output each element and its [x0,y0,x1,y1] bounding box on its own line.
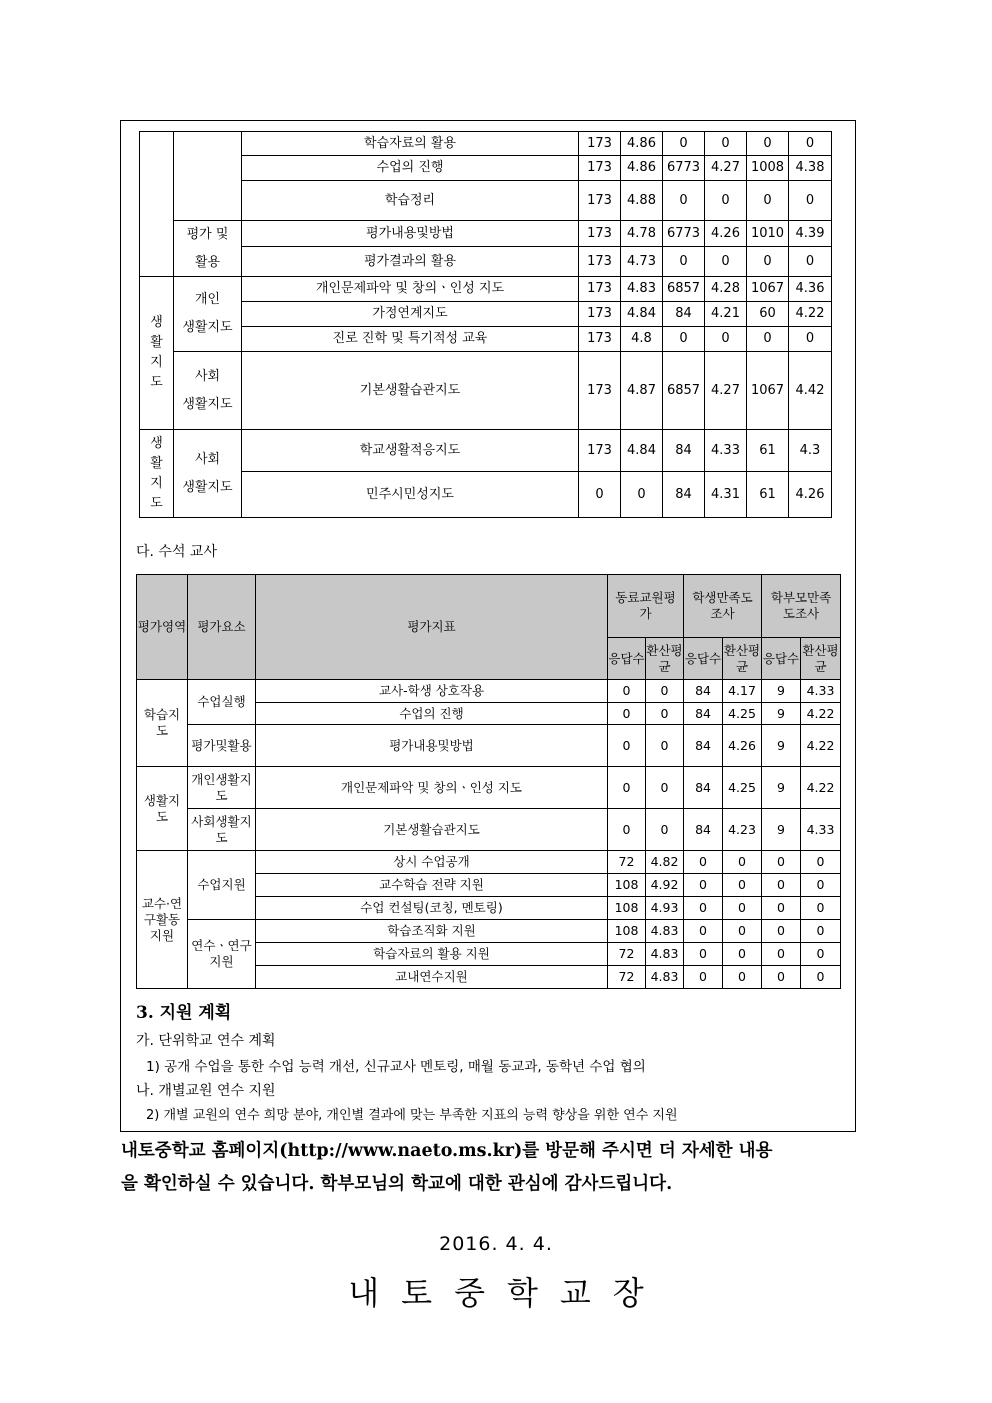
cell: 4.33 [801,680,841,703]
indicator: 가정연계지도 [242,302,579,327]
cell: 0 [789,132,832,156]
cell: 4.22 [801,703,841,725]
cell: 0 [663,181,705,221]
cell: 1067 [747,352,789,430]
cell: 173 [579,430,621,472]
indicator: 민주시민성지도 [242,472,579,518]
cell: 4.83 [646,920,684,943]
plan-title: 3. 지원 계획 [136,1003,232,1023]
cell: 0 [646,809,684,851]
element-label: 생활지도 [182,320,233,335]
cell: 173 [579,247,621,277]
element-label: 활용 [194,254,221,270]
area-learning: 학습지도 [137,680,188,767]
element-eval [174,221,242,277]
element-cell-blank [174,132,242,221]
cell: 4.92 [646,874,684,897]
plan-item-b: 나. 개별교원 연수 지원 [136,1083,276,1099]
element-personal [174,277,242,352]
indicator: 수업의 진행 [242,156,579,181]
cell: 4.87 [621,352,663,430]
cell: 84 [684,703,723,725]
cell: 173 [579,277,621,302]
cell: 0 [608,767,646,809]
cell: 0 [762,874,801,897]
area-life-guidance: 생활지도 [140,277,174,430]
cell: 0 [608,680,646,703]
cell: 4.82 [646,851,684,874]
indicator: 학습정리 [242,181,579,221]
cell: 4.22 [789,302,832,327]
cell: 173 [579,132,621,156]
cell: 0 [762,851,801,874]
cell: 4.26 [723,725,762,767]
element-social-2 [174,430,242,518]
notice-line-2: 을 확인하실 수 있습니다. 학부모님의 학교에 대한 관심에 감사드립니다. [121,1174,673,1194]
signer-title: 내토중학교장 [348,1274,666,1312]
cell: 0 [789,247,832,277]
cell: 0 [762,897,801,920]
cell: 4.28 [705,277,747,302]
indicator: 학습자료의 활용 [242,132,579,156]
indicator: 교수학습 전략 지원 [256,874,608,897]
header-element: 평가요소 [188,575,256,680]
cell: 4.26 [789,472,832,518]
cell: 0 [646,767,684,809]
cell: 0 [608,725,646,767]
cell: 4.31 [705,472,747,518]
cell: 61 [747,472,789,518]
cell: 9 [762,703,801,725]
cell: 0 [801,920,841,943]
cell: 108 [608,874,646,897]
element-eval: 평가및활용 [188,725,256,767]
cell: 9 [762,767,801,809]
header-indicator: 평가지표 [256,575,608,680]
cell: 0 [747,181,789,221]
cell: 173 [579,181,621,221]
cell: 4.84 [621,430,663,472]
cell: 0 [723,874,762,897]
cell: 4.27 [705,352,747,430]
area-life: 생활지도 [137,767,188,851]
cell: 84 [663,302,705,327]
cell: 4.42 [789,352,832,430]
cell: 108 [608,897,646,920]
cell: 6857 [663,277,705,302]
cell: 6773 [663,221,705,247]
cell: 84 [684,767,723,809]
cell: 0 [705,132,747,156]
cell: 0 [684,920,723,943]
cell: 0 [579,472,621,518]
indicator: 교사-학생 상호작용 [256,680,608,703]
cell: 1008 [747,156,789,181]
cell: 0 [705,247,747,277]
indicator: 개인문제파악 및 창의ㆍ인성 지도 [256,767,608,809]
cell: 4.23 [723,809,762,851]
indicator: 개인문제파악 및 창의ㆍ인성 지도 [242,277,579,302]
header-resp: 응답수 [608,638,646,680]
cell: 4.93 [646,897,684,920]
cell: 0 [762,966,801,989]
cell: 0 [684,851,723,874]
element-social: 사회생활지도 [188,809,256,851]
indicator: 기본생활습관지도 [256,809,608,851]
indicator: 학습자료의 활용 지원 [256,943,608,966]
cell: 108 [608,920,646,943]
cell: 173 [579,327,621,352]
cell: 1010 [747,221,789,247]
cell: 4.25 [723,767,762,809]
element-label: 생활지도 [182,396,233,412]
cell: 0 [646,680,684,703]
cell: 4.22 [801,725,841,767]
cell: 4.39 [789,221,832,247]
cell: 4.27 [705,156,747,181]
cell: 173 [579,352,621,430]
header-area: 평가영역 [137,575,188,680]
cell: 0 [684,874,723,897]
area-support: 교수·연구활동지원 [137,851,188,989]
element-training: 연수ㆍ연구 지원 [188,920,256,989]
element-label: 사회 [194,451,221,467]
cell: 0 [789,181,832,221]
indicator: 교내연수지원 [256,966,608,989]
cell: 0 [747,132,789,156]
cell: 0 [801,874,841,897]
cell: 4.33 [801,809,841,851]
cell: 72 [608,851,646,874]
cell: 0 [723,920,762,943]
header-parent: 학부모만족도조사 [762,575,841,638]
indicator: 진로 진학 및 특기적성 교육 [242,327,579,352]
element-class-support: 수업지원 [188,851,256,920]
cell: 4.83 [621,277,663,302]
cell: 4.38 [789,156,832,181]
cell: 9 [762,809,801,851]
indicator: 평가내용및방법 [256,725,608,767]
cell: 4.88 [621,181,663,221]
cell: 1067 [747,277,789,302]
cell: 0 [663,247,705,277]
cell: 4.33 [705,430,747,472]
cell: 0 [684,897,723,920]
cell: 84 [684,725,723,767]
area-cell-blank [140,132,174,277]
cell: 84 [663,472,705,518]
cell: 0 [723,966,762,989]
cell: 173 [579,221,621,247]
cell: 4.21 [705,302,747,327]
cell: 4.78 [621,221,663,247]
cell: 84 [663,430,705,472]
cell: 0 [646,725,684,767]
head-teacher-eval-table [136,574,841,989]
cell: 173 [579,302,621,327]
cell: 84 [684,809,723,851]
cell: 4.83 [646,966,684,989]
cell: 0 [723,943,762,966]
cell: 9 [762,680,801,703]
cell: 84 [684,680,723,703]
teacher-eval-table-continued [139,131,832,518]
cell: 6773 [663,156,705,181]
cell: 0 [747,327,789,352]
indicator: 수업의 진행 [256,703,608,725]
cell: 4.86 [621,156,663,181]
cell: 4.84 [621,302,663,327]
cell: 72 [608,943,646,966]
plan-item-a1: 1) 공개 수업을 통한 수업 능력 개선, 신규교사 멘토링, 매월 동교과, 동학년 수업 협의 [146,1059,646,1075]
cell: 60 [747,302,789,327]
cell: 0 [801,897,841,920]
indicator: 평가결과의 활용 [242,247,579,277]
header-peer: 동료교원평가 [608,575,684,638]
cell: 0 [608,703,646,725]
document-date: 2016. 4. 4. [439,1233,553,1255]
cell: 4.73 [621,247,663,277]
header-student: 학생만족도조사 [684,575,762,638]
indicator: 상시 수업공개 [256,851,608,874]
indicator: 기본생활습관지도 [242,352,579,430]
header-resp: 응답수 [762,638,801,680]
cell: 0 [723,851,762,874]
indicator: 평가내용및방법 [242,221,579,247]
header-resp: 응답수 [684,638,723,680]
section-heading: 다. 수석 교사 [136,544,217,560]
cell: 0 [801,943,841,966]
cell: 9 [762,725,801,767]
indicator: 수업 컨설팅(코칭, 멘토링) [256,897,608,920]
cell: 6857 [663,352,705,430]
element-label: 사회 [194,368,221,384]
cell: 4.25 [723,703,762,725]
cell: 0 [663,327,705,352]
cell: 0 [705,327,747,352]
cell: 4.22 [801,767,841,809]
element-personal: 개인생활지도 [188,767,256,809]
area-life-guidance-2: 생활지도 [140,430,174,518]
notice-line-1: 내토중학교 홈페이지(http://www.naeto.ms.kr)를 방문해 주시면 더 자세한 내용 [121,1141,773,1161]
cell: 0 [663,132,705,156]
element-label: 생활지도 [182,479,233,495]
cell: 0 [789,327,832,352]
element-social [174,352,242,430]
element-label: 평가 및 [186,226,229,242]
cell: 0 [747,247,789,277]
cell: 4.83 [646,943,684,966]
cell: 4.3 [789,430,832,472]
cell: 0 [801,966,841,989]
cell: 4.17 [723,680,762,703]
cell: 4.26 [705,221,747,247]
plan-item-b1: 2) 개별 교원의 연수 희망 분야, 개인별 결과에 맞는 부족한 지표의 능력 향상을 위한 연수 지원 [146,1108,678,1123]
element-label: 개인 [194,292,221,307]
cell: 173 [579,156,621,181]
cell: 61 [747,430,789,472]
cell: 0 [723,897,762,920]
indicator: 학교생활적응지도 [242,430,579,472]
cell: 0 [608,809,646,851]
cell: 72 [608,966,646,989]
cell: 0 [621,472,663,518]
cell: 0 [762,920,801,943]
cell: 4.36 [789,277,832,302]
cell: 0 [801,851,841,874]
cell: 0 [684,966,723,989]
plan-item-a: 가. 단위학교 연수 계획 [136,1033,276,1049]
cell: 0 [705,181,747,221]
cell: 0 [762,943,801,966]
cell: 0 [646,703,684,725]
cell: 0 [684,943,723,966]
header-avg: 환산평균 [723,638,762,680]
cell: 4.8 [621,327,663,352]
element-class: 수업실행 [188,680,256,725]
indicator: 학습조직화 지원 [256,920,608,943]
header-avg: 환산평균 [801,638,841,680]
header-avg: 환산평균 [646,638,684,680]
cell: 4.86 [621,132,663,156]
